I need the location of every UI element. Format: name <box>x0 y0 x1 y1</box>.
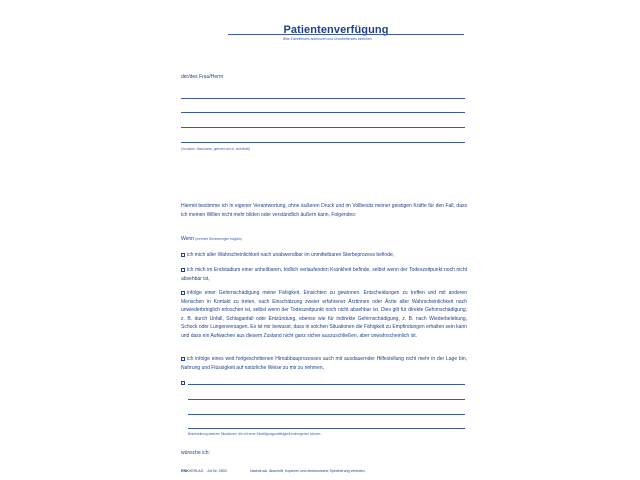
option-1-text: ich mich aller Wahrscheinlichkeit nach unabwendbar im unmittelbaren Sterbeprozess befinde, <box>187 252 395 258</box>
copyright-notice: Nachdruck, Abschrift, Kopieren und elektronische Speicherung verboten. <box>250 469 366 473</box>
footer-brand <box>181 469 227 473</box>
wish-label: wünsche ich: <box>181 450 210 456</box>
person-hint: (Vorname, Nachname, geboren am in, wohnhaft) <box>181 147 250 151</box>
when-label: Wenn <box>181 236 194 242</box>
when-note: (mehrere Benennungen möglich) <box>195 237 242 241</box>
person-label: der/des Frau/Herrn <box>181 74 224 80</box>
option-2-text: ich mich im Endstadium einer unheilbaren, tödlich verlaufenden Krankheit befinde, selbst wenn der Todeszeitpunkt noch nicht absehbar ist, <box>181 267 467 282</box>
brand-logo-text: RNK <box>181 469 189 473</box>
intro-text: Hiermit bestimme ich in eigener Verantwortung, ohne äußeren Druck und im Vollbesitz meiner geistigen Kräfte für den Fall, dass ich meinen Willen nicht mehr bilden oder verständlich äußern kann, Folgendes: <box>181 203 467 218</box>
page-subtitle: Bitte Zutreffendes ankreuzen und Unzutreffendes streichen <box>283 37 372 41</box>
option-1 <box>181 251 467 260</box>
other-line-3[interactable] <box>188 414 465 415</box>
person-line-4[interactable] <box>181 142 465 143</box>
person-line-1[interactable] <box>181 98 465 99</box>
option-4-text: ich infolge eines weit fortgeschrittenen Hirnabbauprozesses auch mit ausdauernder Hilfestellung nicht mehr in der Lage bin, Nahrung und Flüssigkeit auf natürliche Weise zu mir zu nehmen, <box>181 356 467 371</box>
option-3 <box>181 289 467 341</box>
option-1-checkbox[interactable] <box>181 253 185 257</box>
option-4 <box>181 355 467 372</box>
person-line-3[interactable] <box>181 127 465 128</box>
when-row <box>181 236 242 242</box>
option-2 <box>181 266 467 283</box>
form-page <box>168 14 472 476</box>
article-number: Art.Nr. 2893 <box>207 469 227 473</box>
person-line-2[interactable] <box>181 112 465 113</box>
option-3-checkbox[interactable] <box>181 291 185 295</box>
option-3-text: infolge einer Gehirnschädigung meine Fähigkeit, Einsichten zu gewinnen, Entscheidungen zu treffen und mit anderen Menschen in Kontakt zu treten, nach Einschätzung zweier erfahrener Ärztinnen oder Ärzte aller Wahrscheinlichkeit nach unwiederbringlich erloschen ist, selbst wenn der Todeszeitpunkt noch nicht absehbar ist. Dies gilt für direkte Gehirnschädigung, z. B. durch Unfall, Schlaganfall oder Entzündung, ebenso wie für indirekte Gehirnschädigung, z. B. nach Wiederbelebung, Schock oder Lungenversagen. Es ist mir bewusst, dass in solchen Situationen die Fähigkeit zu Empfindungen erhalten sein kann und dass ein Aufwachen aus diesem Zustand nicht ganz sicher auszuschließen, aber unwahrscheinlich ist. <box>181 290 467 339</box>
option-4-checkbox[interactable] <box>181 357 185 361</box>
other-line-4[interactable] <box>188 428 465 429</box>
option-5-checkbox[interactable] <box>181 381 185 385</box>
other-hint: Beschreibung weiterer Situationen, die mit einer Einwilligungsunfähigkeit einhergehen können <box>188 432 321 436</box>
option-2-checkbox[interactable] <box>181 268 185 272</box>
other-line-1[interactable] <box>188 384 465 385</box>
title-underline <box>228 34 464 35</box>
brand-rest: VERLAG <box>188 469 204 473</box>
other-line-2[interactable] <box>188 399 465 400</box>
page-title: Patientenverfügung <box>283 24 389 36</box>
